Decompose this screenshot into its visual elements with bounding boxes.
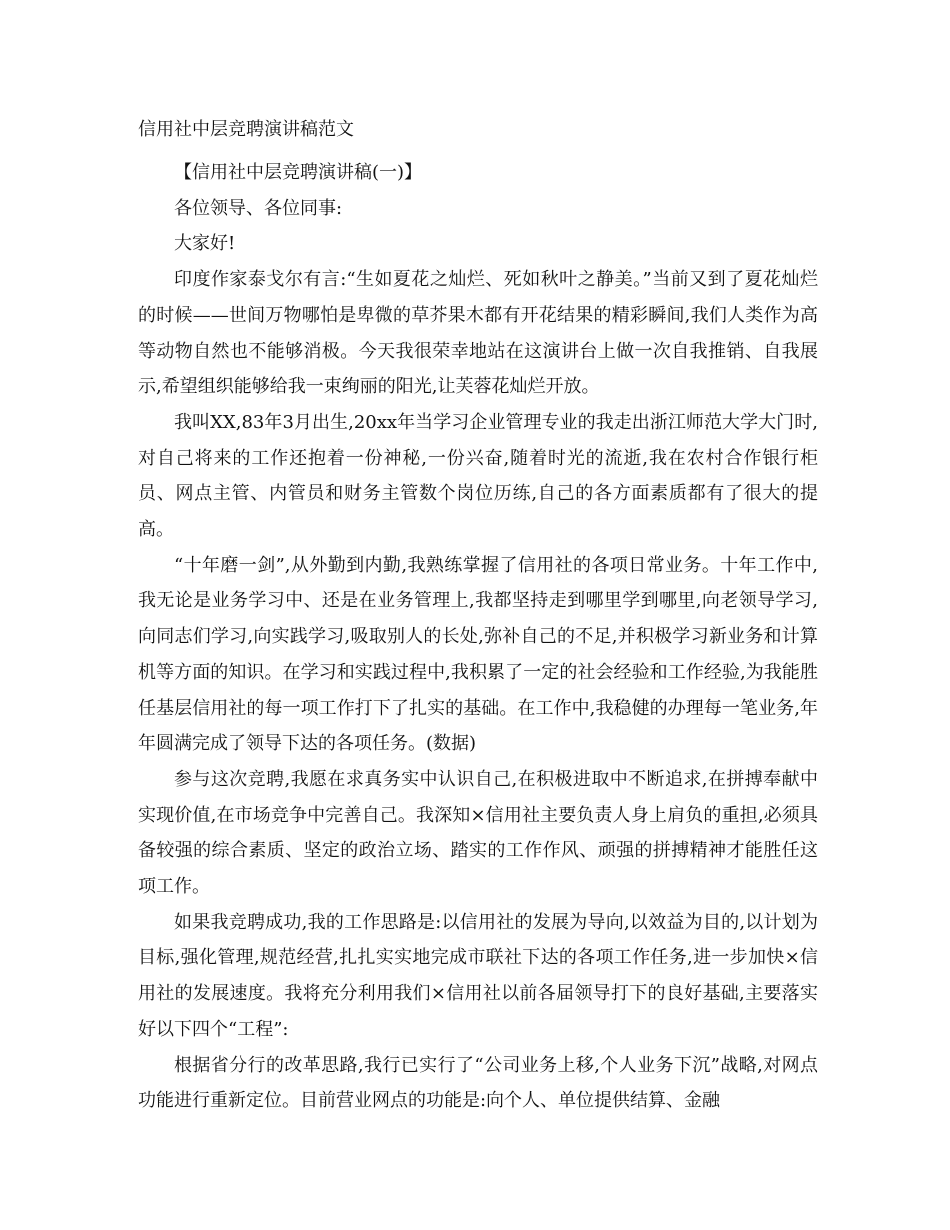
salutation: 各位领导、各位同事: [174,197,343,219]
paragraph: 如果我竞聘成功,我的工作思路是:以信用社的发展为导向,以效益为目的,以计划为目标,强化管理,规范经营,扎扎实实地完成市联社下达的各项工作任务,进一步加快×信用社的发展速度。我将充分利用我们×信用社以前各届领导打下的良好基础,主要落实好以下四个“工程”: [138,911,818,1040]
section-heading: 【信用社中层竞聘演讲稿(一)】 [174,162,423,183]
document-body [138,155,818,1119]
paragraph: 印度作家泰戈尔有言:“生如夏花之灿烂、死如秋叶之静美。”当前又到了夏花灿烂的时候——世间万物哪怕是卑微的草芥果木都有开花结果的精彩瞬间,我们人类作为高等动物自然也不能够消极。今天我很荣幸地站在这演讲台上做一次自我推销、自我展示,希望组织能够给我一束绚丽的阳光,让芙蓉花灿烂开放。 [138,269,818,398]
paragraph: “十年磨一剑”,从外勤到内勤,我熟练掌握了信用社的各项日常业务。十年工作中,我无论是业务学习中、还是在业务管理上,我都坚持走到哪里学到哪里,向老领导学习,向同志们学习,向实践学习,吸取别人的长处,弥补自己的不足,并积极学习新业务和计算机等方面的知识。在学习和实践过程中,我积累了一定的社会经验和工作经验,为我能胜任基层信用社的每一项工作打下了扎实的基础。在工作中,我稳健的办理每一笔业务,年年圆满完成了领导下达的各项任务。(数据) [138,554,818,755]
greeting: 大家好! [174,233,236,255]
paragraph: 根据省分行的改革思路,我行已实行了“公司业务上移,个人业务下沉”战略,对网点功能进行重新定位。目前营业网点的功能是:向个人、单位提供结算、金融 [138,1054,818,1112]
paragraph: 参与这次竞聘,我愿在求真务实中认识自己,在积极进取中不断追求,在拼搏奉献中实现价值,在市场竞争中完善自己。我深知×信用社主要负责人身上肩负的重担,必须具备较强的综合素质、坚定的政治立场、踏实的工作作风、顽强的拼搏精神才能胜任这项工作。 [138,768,818,898]
document-title: 信用社中层竞聘演讲稿范文 [138,119,354,140]
paragraph: 我叫XX,83年3月出生,20xx年当学习企业管理专业的我走出浙江师范大学大门时,对自己将来的工作还抱着一份神秘,一份兴奋,随着时光的流逝,我在农村合作银行柜员、网点主管、内管员和财务主管数个岗位历练,自己的各方面素质都有了很大的提高。 [138,411,818,541]
